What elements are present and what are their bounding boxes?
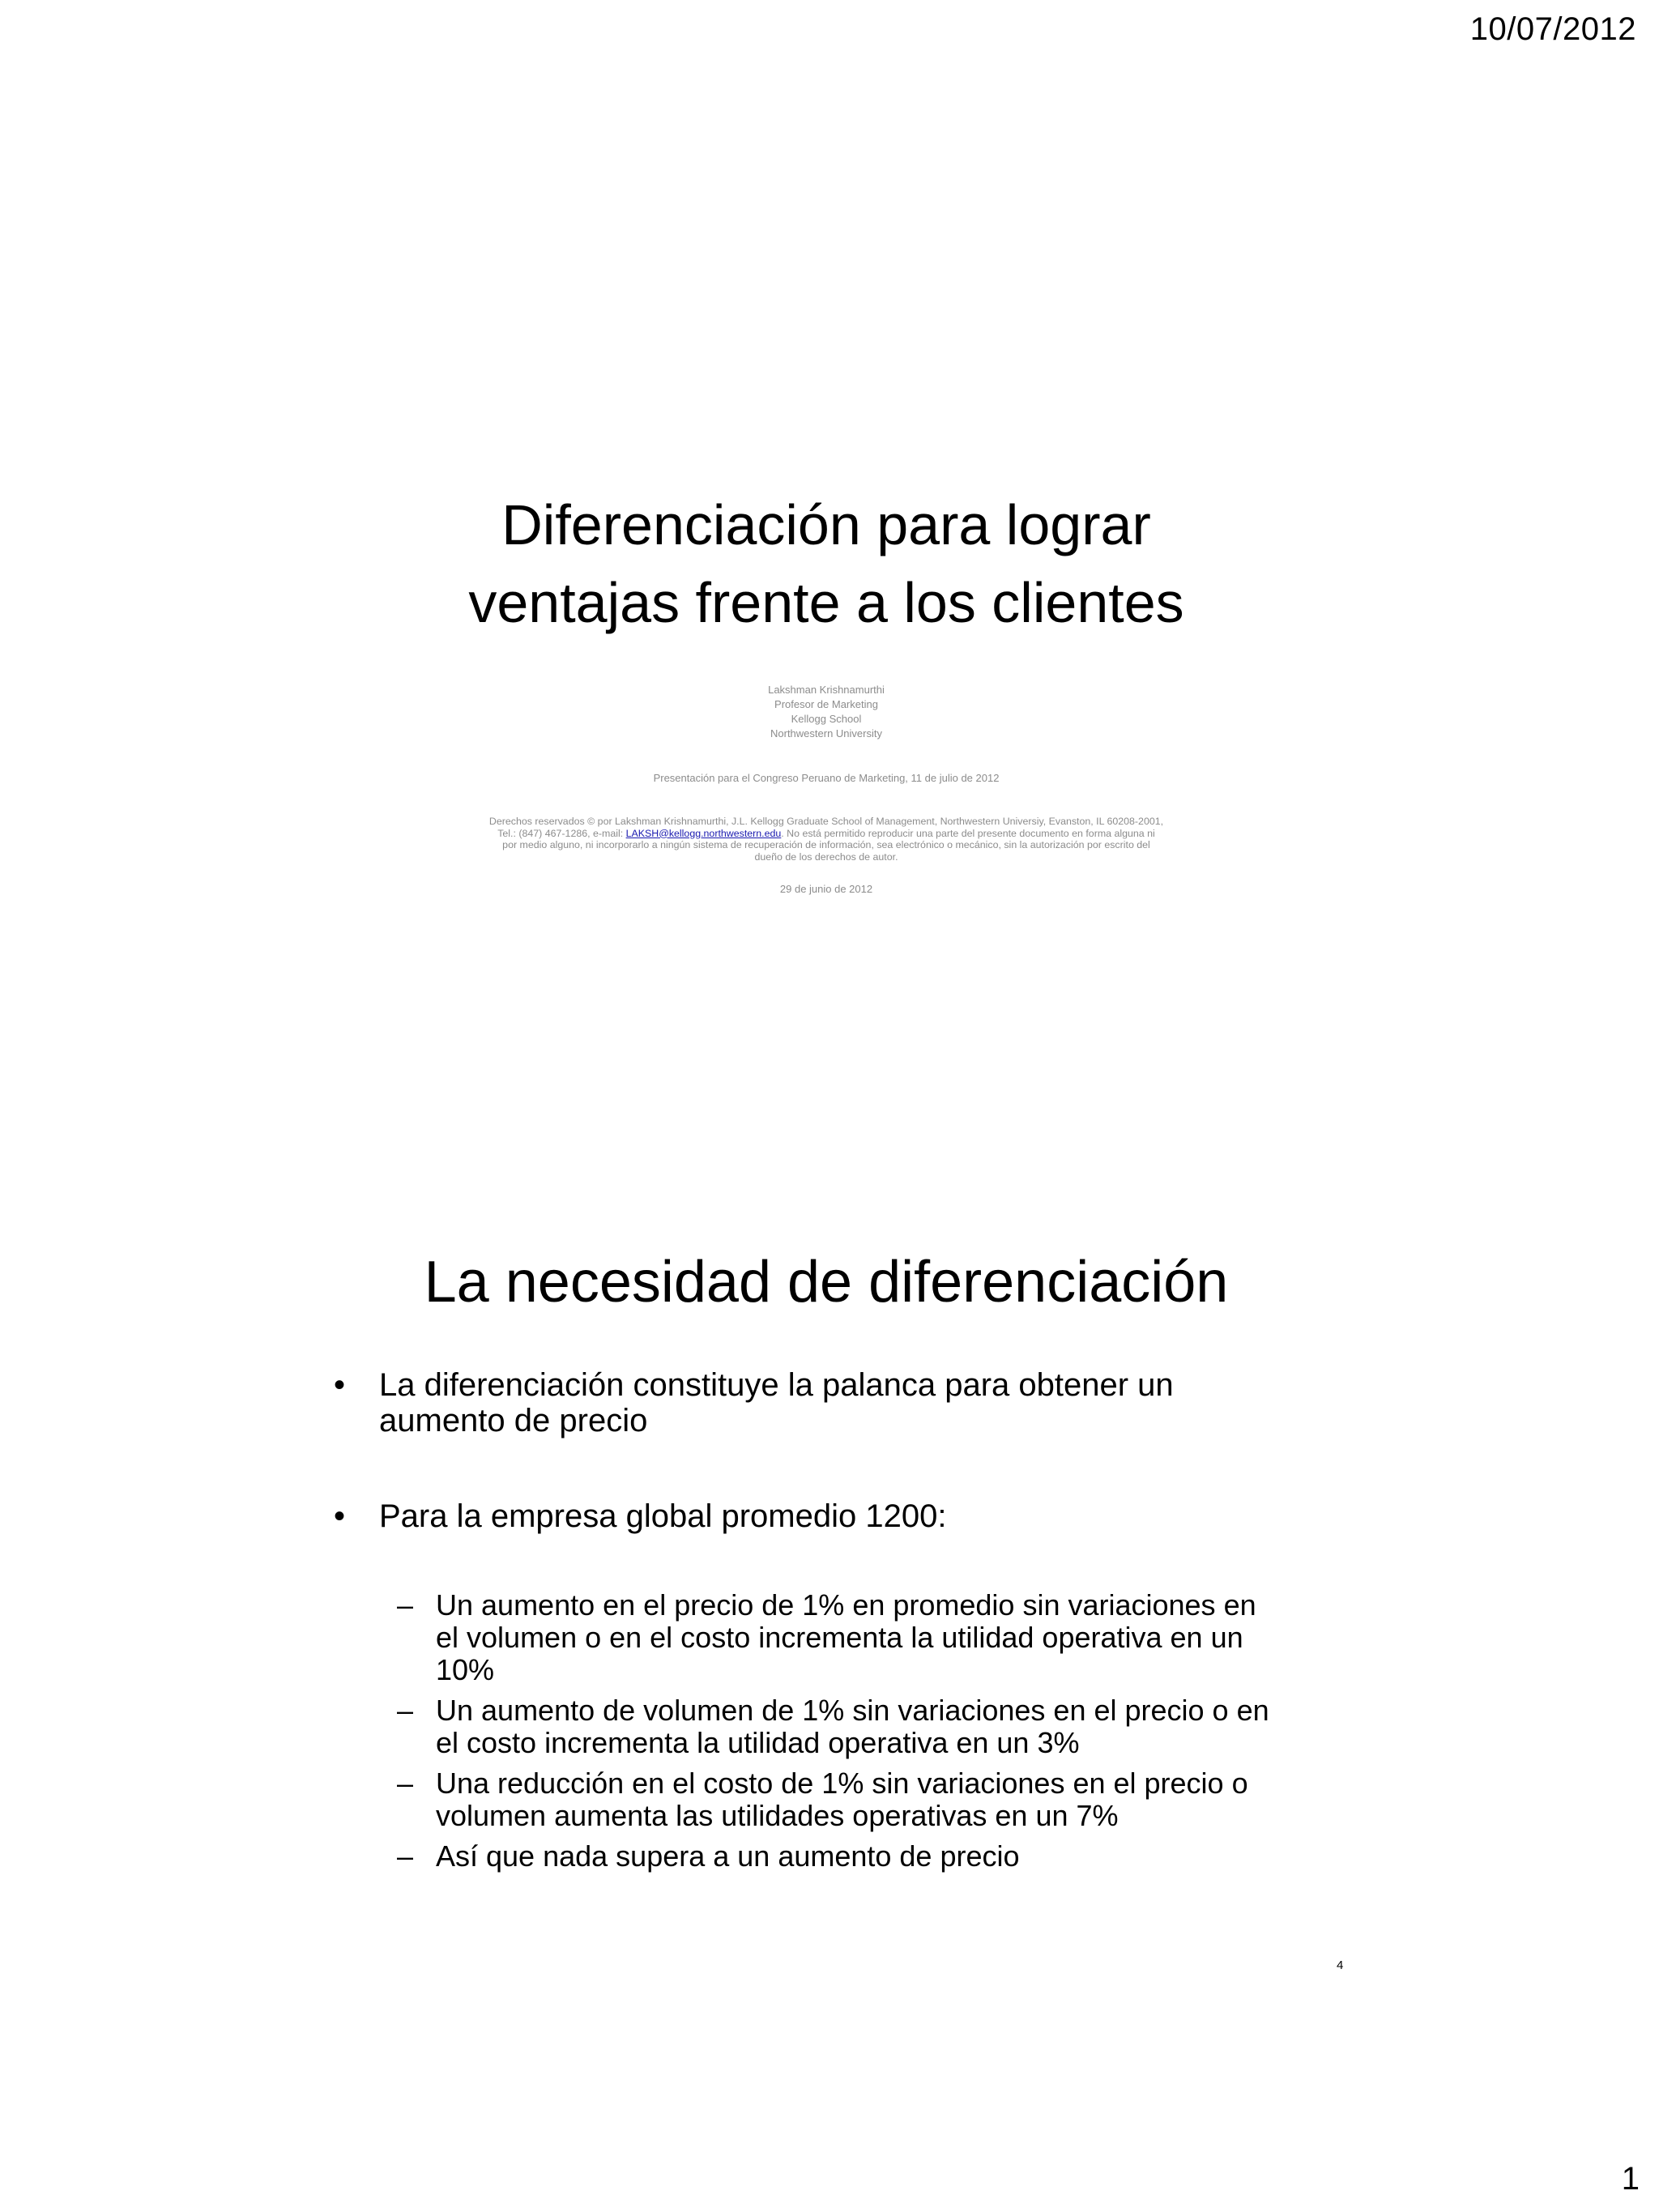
print-date: 10/07/2012	[1469, 11, 1636, 47]
author-role: Profesor de Marketing	[774, 698, 878, 710]
bullet-text	[379, 1367, 1273, 1438]
copyright-notice	[421, 816, 1231, 863]
copyright-line-2	[421, 828, 1231, 840]
sub-bullet-glyph: –	[397, 1767, 414, 1800]
sub-bullet-text	[436, 1694, 1320, 1759]
copyright-line-1: Derechos reservados © por Lakshman Krishnamurthi, J.L. Kellogg Graduate School of Management, Northwestern Universiy, Evanston, IL 60208-2001,	[488, 816, 1164, 827]
slide-title-line-2: ventajas frente a los clientes	[468, 571, 1184, 634]
slide-title	[308, 486, 1345, 641]
bullet-item	[334, 1367, 1273, 1438]
sub-bullet-line: Así que nada supera a un aumento de precio	[436, 1839, 1020, 1873]
bullet-line: Para la empresa global promedio 1200:	[379, 1498, 947, 1534]
slide-need-for-differentiation	[308, 1223, 1345, 1984]
sub-bullet-line: Un aumento de volumen de 1% sin variaciones en el precio o en	[436, 1694, 1269, 1727]
sub-bullet-item	[397, 1589, 1320, 1686]
slide-title: La necesidad de diferenciación	[424, 1250, 1229, 1315]
bullet-text	[379, 1498, 1273, 1534]
sub-bullet-text	[436, 1767, 1320, 1832]
copyright-line-3: por medio alguno, ni incorporarlo a ningún sistema de recuperación de información, sea electrónico o mecánico, sin la autorización por escrito del	[502, 839, 1150, 850]
author-university: Northwestern University	[770, 727, 882, 739]
sub-bullet-line: el volumen o en el costo incrementa la utilidad operativa en un	[436, 1621, 1243, 1654]
bullet-glyph: •	[334, 1498, 346, 1534]
copyright-line-4: dueño de los derechos de autor.	[754, 850, 898, 863]
copyright-line-2-start: Tel.: (847) 467-1286, e-mail:	[497, 827, 626, 839]
author-school: Kellogg School	[791, 713, 862, 725]
sub-bullet-line: 10%	[436, 1653, 495, 1686]
sub-bullet-text	[436, 1589, 1320, 1686]
bullet-glyph: •	[334, 1367, 346, 1403]
sub-bullet-line: volumen aumenta las utilidades operativas en un 7%	[436, 1799, 1119, 1832]
sub-bullet-item	[397, 1694, 1320, 1759]
email-link[interactable]: LAKSH@kellogg.northwestern.edu	[625, 827, 782, 839]
slide-number: 4	[1337, 1958, 1344, 1972]
sub-bullet-line: el costo incrementa la utilidad operativa en un 3%	[436, 1726, 1080, 1759]
bullet-line: aumento de precio	[379, 1403, 648, 1438]
copyright-line-2-end: . No está permitido reproducir una parte del presente documento en forma alguna ni	[781, 827, 1155, 839]
sub-bullet-glyph: –	[397, 1694, 414, 1727]
presentation-note: Presentación para el Congreso Peruano de Marketing, 11 de julio de 2012	[653, 772, 1000, 784]
sub-bullet-item	[397, 1767, 1320, 1832]
sub-bullet-line: Un aumento en el precio de 1% en promedio sin variaciones en	[436, 1588, 1256, 1622]
page-number: 1	[1621, 2161, 1640, 2197]
sub-bullet-line: Una reducción en el costo de 1% sin variaciones en el precio o	[436, 1767, 1248, 1800]
sub-bullet-item	[397, 1840, 1320, 1873]
author-block	[308, 683, 1345, 741]
author-name: Lakshman Krishnamurthi	[768, 684, 885, 696]
slide-date: 29 de junio de 2012	[779, 883, 873, 895]
slide-title-page	[308, 421, 1345, 1004]
bullet-item	[334, 1498, 1273, 1534]
slide-title-line-1: Diferenciación para lograr	[501, 493, 1151, 556]
sub-bullet-text	[436, 1840, 1320, 1873]
sub-bullet-glyph: –	[397, 1839, 414, 1873]
sub-bullet-glyph: –	[397, 1588, 414, 1622]
bullet-line: La diferenciación constituye la palanca para obtener un	[379, 1367, 1174, 1403]
